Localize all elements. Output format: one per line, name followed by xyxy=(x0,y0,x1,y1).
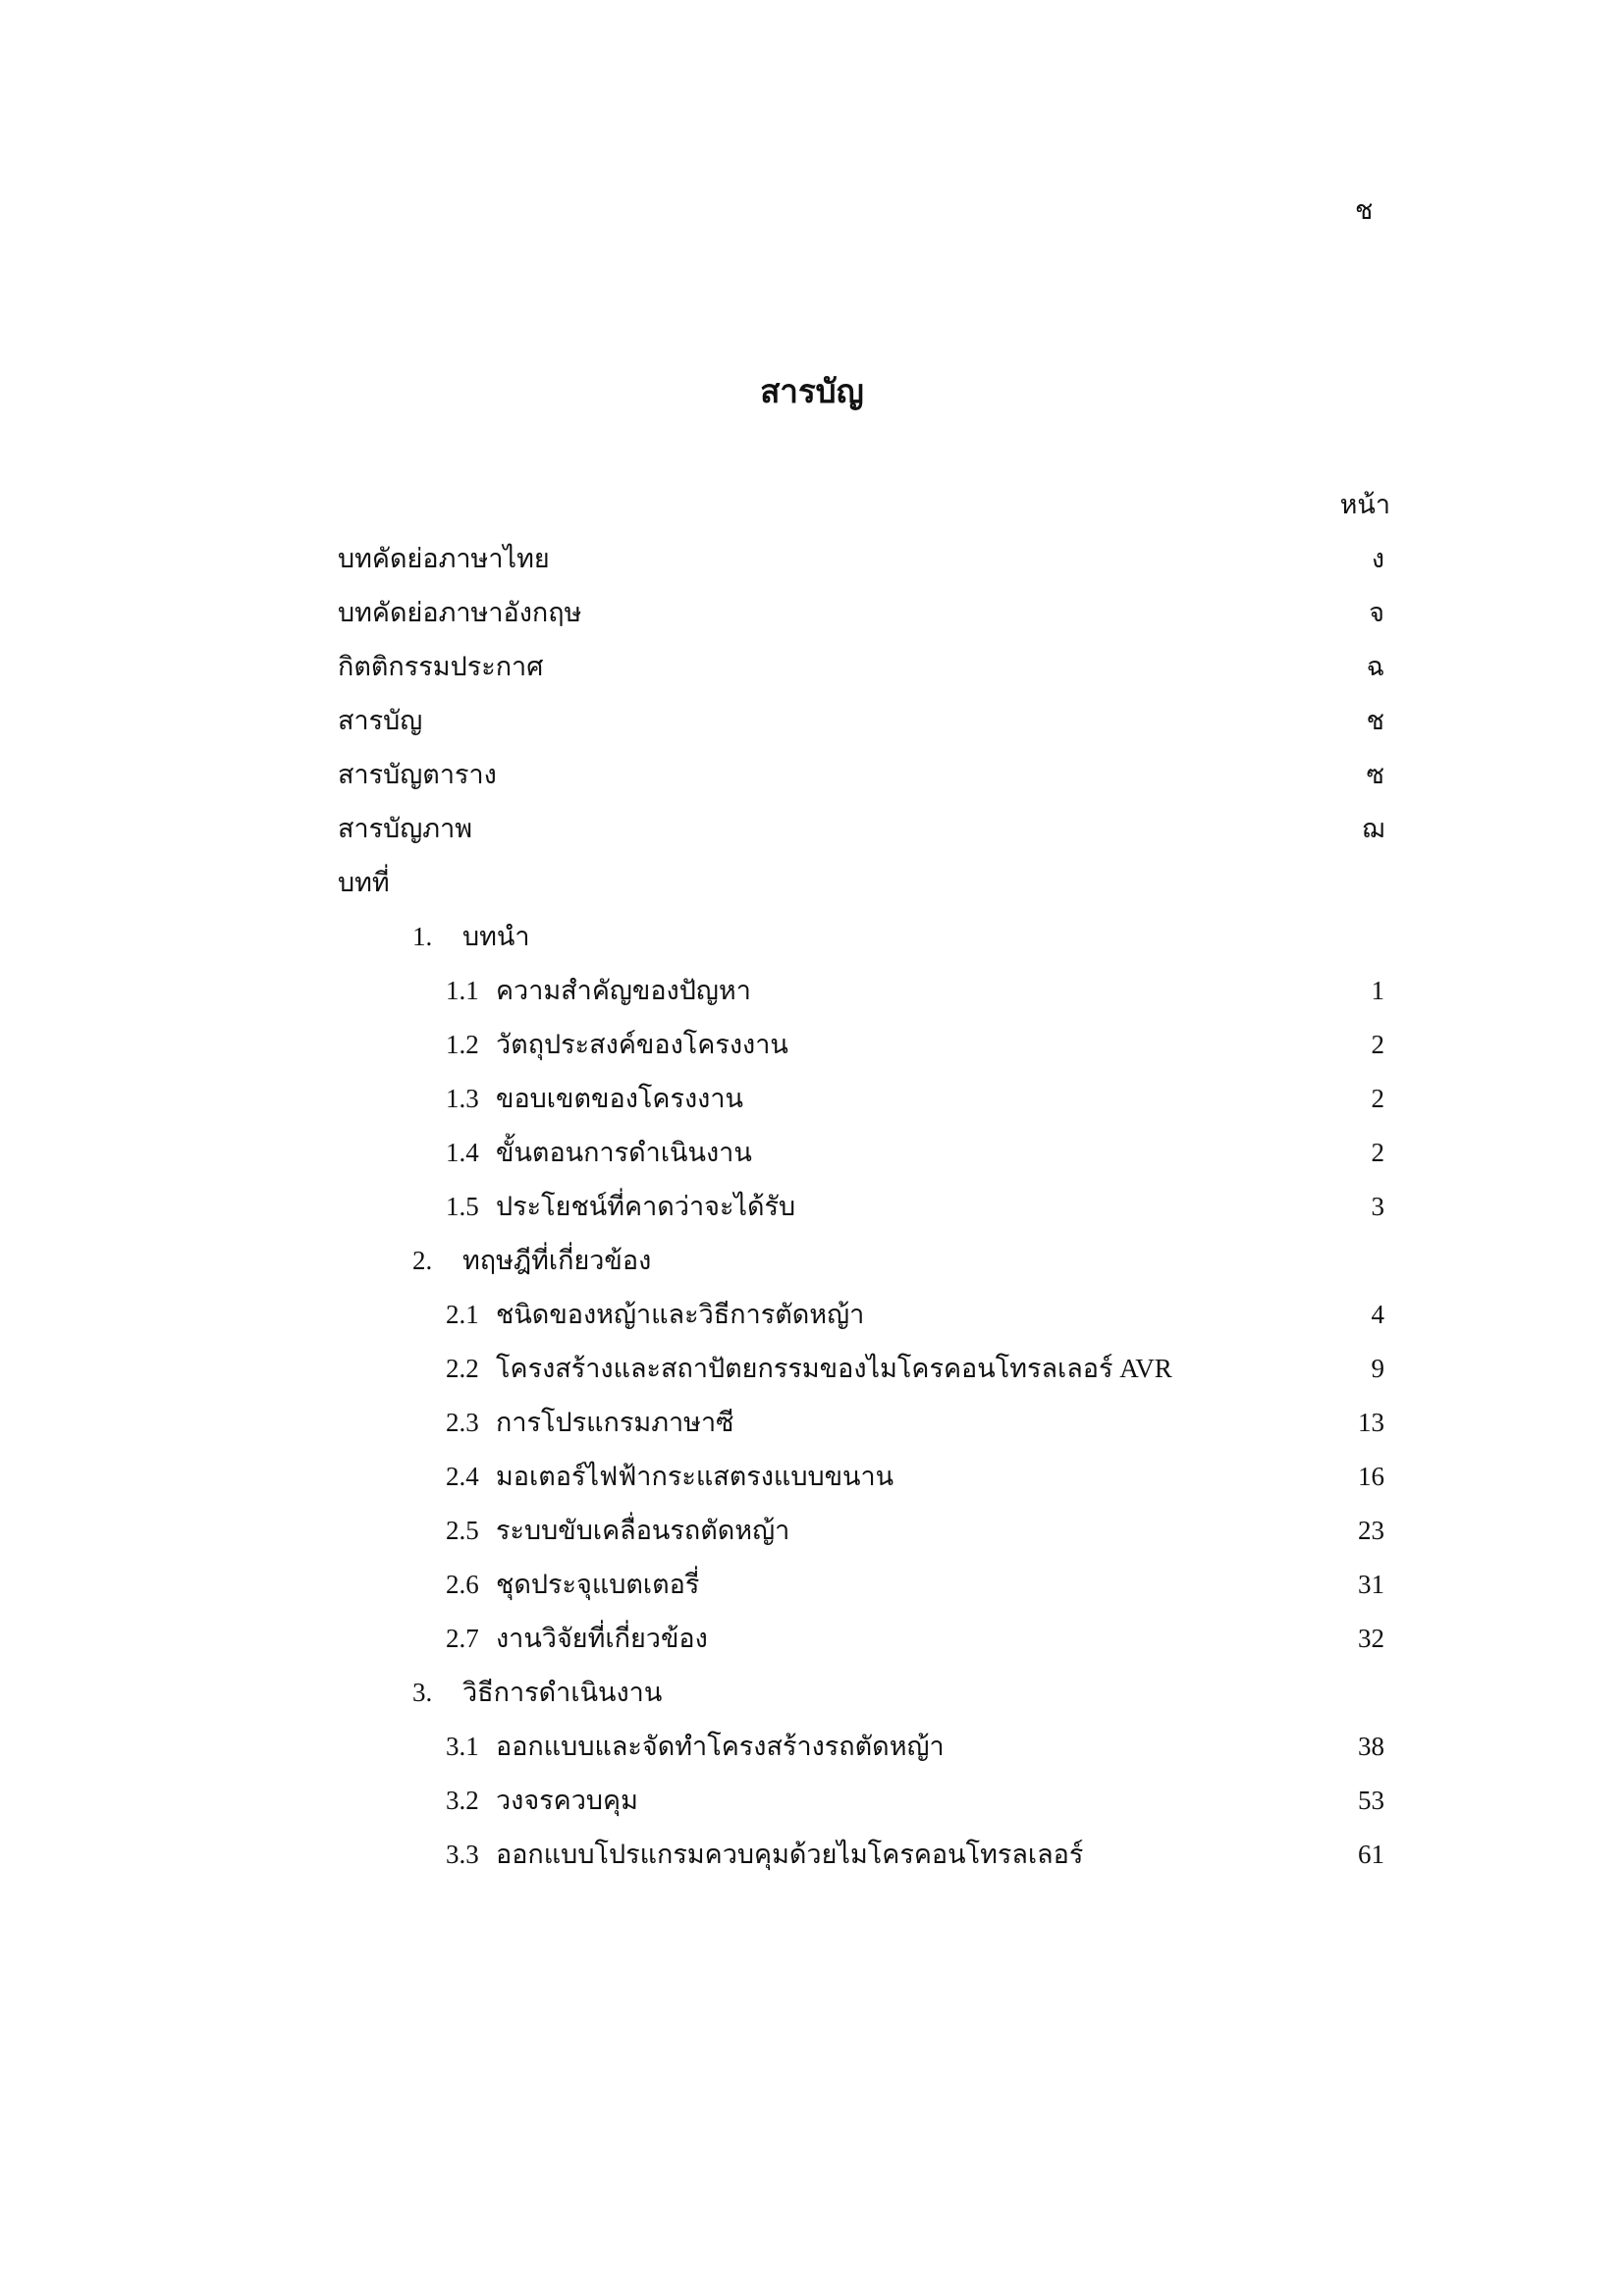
toc-entry-number: 2. xyxy=(412,1246,433,1275)
toc-entry-text: วิธีการดำเนินงาน xyxy=(462,1678,663,1707)
toc-entry-page: 31 xyxy=(1358,1570,1384,1599)
toc-entry xyxy=(0,1396,1624,1450)
toc-entry xyxy=(0,1126,1624,1180)
toc-entry-page: ช xyxy=(1366,706,1384,735)
toc-entry-text: สารบัญตาราง xyxy=(338,760,497,789)
toc-entry-label xyxy=(446,1828,1083,1882)
toc-entry xyxy=(0,1018,1624,1072)
table-of-contents xyxy=(0,478,1624,1882)
toc-entry-label xyxy=(446,1180,795,1234)
toc-entry-label xyxy=(446,1288,864,1342)
toc-entry-number: 2.1 xyxy=(446,1300,479,1329)
toc-entry xyxy=(0,1774,1624,1828)
toc-entry-text: ระบบขับเคลื่อนรถตัดหญ้า xyxy=(496,1516,790,1545)
toc-entry-page: 13 xyxy=(1358,1408,1384,1437)
toc-entry-page: 2 xyxy=(1371,1030,1384,1059)
toc-entry xyxy=(0,748,1624,802)
toc-entry-label xyxy=(338,586,581,640)
page-number: ช xyxy=(1355,195,1374,225)
toc-entry-number: 1.3 xyxy=(446,1084,479,1113)
toc-entry xyxy=(0,1288,1624,1342)
toc-entry-text: บทที่ xyxy=(338,868,390,897)
toc-entry xyxy=(0,802,1624,856)
toc-entry-label xyxy=(446,1126,752,1180)
toc-entry-text: งานวิจัยที่เกี่ยวข้อง xyxy=(496,1624,708,1653)
toc-entry-number: 1.4 xyxy=(446,1138,479,1167)
toc-entry-number: 2.6 xyxy=(446,1570,479,1599)
toc-entry xyxy=(0,1342,1624,1396)
toc-entry-text: ออกแบบโปรแกรมควบคุมด้วยไมโครคอนโทรลเลอร์ xyxy=(496,1840,1084,1869)
toc-entry-number: 1.5 xyxy=(446,1192,479,1221)
toc-entry xyxy=(0,1180,1624,1234)
toc-entry-label xyxy=(412,1234,651,1288)
page-column-header: หน้า xyxy=(1339,490,1390,519)
toc-entries xyxy=(0,532,1624,1882)
toc-entry-label xyxy=(338,748,497,802)
toc-entry-number: 3.1 xyxy=(446,1732,479,1761)
toc-entry-number: 2.4 xyxy=(446,1462,479,1491)
toc-entry xyxy=(0,856,1624,910)
toc-entry-label xyxy=(446,1612,708,1666)
toc-entry-number: 2.7 xyxy=(446,1624,479,1653)
toc-entry xyxy=(0,910,1624,964)
toc-entry-label xyxy=(338,640,543,694)
toc-entry-text: ขั้นตอนการดำเนินงาน xyxy=(496,1138,752,1167)
toc-entry-text: บทคัดย่อภาษาอังกฤษ xyxy=(338,598,582,627)
toc-entry-page: 23 xyxy=(1358,1516,1384,1545)
toc-entry-page: ฉ xyxy=(1366,652,1384,681)
toc-entry xyxy=(0,1234,1624,1288)
toc-entry-text: สารบัญภาพ xyxy=(338,814,473,843)
toc-entry-label xyxy=(412,1666,662,1720)
toc-entry-label xyxy=(338,802,472,856)
toc-entry-number: 3. xyxy=(412,1678,433,1707)
toc-entry xyxy=(0,640,1624,694)
toc-entry-text: บทคัดย่อภาษาไทย xyxy=(338,544,550,573)
toc-entry-number: 2.2 xyxy=(446,1354,479,1383)
toc-entry-page: 53 xyxy=(1358,1786,1384,1815)
toc-entry xyxy=(0,964,1624,1018)
toc-entry-page: 32 xyxy=(1358,1624,1384,1653)
toc-entry-text: ขอบเขตของโครงงาน xyxy=(496,1084,743,1113)
toc-entry-page: 4 xyxy=(1371,1300,1384,1329)
toc-entry-label xyxy=(338,532,550,586)
toc-entry xyxy=(0,1504,1624,1558)
toc-entry-label xyxy=(446,1018,788,1072)
toc-entry-page: 3 xyxy=(1371,1192,1384,1221)
toc-entry-label xyxy=(338,856,390,910)
toc-entry xyxy=(0,586,1624,640)
toc-entry-text: วัตถุประสงค์ของโครงงาน xyxy=(496,1030,788,1059)
toc-entry-number: 3.3 xyxy=(446,1840,479,1869)
toc-entry-number: 1. xyxy=(412,922,433,951)
toc-entry-label xyxy=(446,1450,893,1504)
toc-entry-label xyxy=(446,1720,945,1774)
toc-entry-label xyxy=(412,910,530,964)
toc-entry-number: 2.3 xyxy=(446,1408,479,1437)
toc-entry-label xyxy=(446,1558,699,1612)
toc-entry-number: 1.2 xyxy=(446,1030,479,1059)
toc-entry xyxy=(0,1612,1624,1666)
toc-entry-text: ความสำคัญของปัญหา xyxy=(496,976,751,1005)
toc-entry-page: ฌ xyxy=(1361,814,1384,843)
toc-entry-number: 1.1 xyxy=(446,976,479,1005)
toc-entry-page: 9 xyxy=(1371,1354,1384,1383)
toc-entry-label xyxy=(338,694,422,748)
toc-entry-label xyxy=(446,1342,1172,1396)
toc-entry xyxy=(0,1450,1624,1504)
toc-entry-number: 3.2 xyxy=(446,1786,479,1815)
toc-entry xyxy=(0,1720,1624,1774)
toc-entry-page: 1 xyxy=(1371,976,1384,1005)
toc-entry-text: วงจรควบคุม xyxy=(496,1786,638,1815)
toc-entry-text: ทฤษฎีที่เกี่ยวข้อง xyxy=(462,1246,652,1275)
toc-entry xyxy=(0,1666,1624,1720)
toc-entry xyxy=(0,1072,1624,1126)
toc-entry-page: จ xyxy=(1369,598,1384,627)
toc-entry-text: ชุดประจุแบตเตอรี่ xyxy=(496,1570,700,1599)
toc-entry-text: สารบัญ xyxy=(338,706,423,735)
toc-entry-label xyxy=(446,1774,638,1828)
toc-entry-page: 2 xyxy=(1371,1084,1384,1113)
toc-entry-text: ชนิดของหญ้าและวิธีการตัดหญ้า xyxy=(496,1300,865,1329)
toc-entry xyxy=(0,1828,1624,1882)
toc-entry-text: โครงสร้างและสถาปัตยกรรมของไมโครคอนโทรลเลอร์ AVR xyxy=(496,1354,1172,1383)
toc-entry-page: 2 xyxy=(1371,1138,1384,1167)
toc-entry-page: ซ xyxy=(1366,760,1384,789)
toc-entry-page: ง xyxy=(1371,544,1384,573)
toc-entry-label xyxy=(446,964,751,1018)
toc-entry-page: 16 xyxy=(1358,1462,1384,1491)
toc-title: สารบัญ xyxy=(760,375,864,410)
page-column-header-row xyxy=(0,478,1624,532)
toc-entry-label xyxy=(446,1072,743,1126)
toc-entry-text: บทนำ xyxy=(462,922,530,951)
toc-entry-text: ประโยชน์ที่คาดว่าจะได้รับ xyxy=(496,1192,796,1221)
toc-entry-text: ออกแบบและจัดทำโครงสร้างรถตัดหญ้า xyxy=(496,1732,945,1761)
toc-entry-page: 61 xyxy=(1358,1840,1384,1869)
toc-entry-page: 38 xyxy=(1358,1732,1384,1761)
toc-entry-text: มอเตอร์ไฟฟ้ากระแสตรงแบบขนาน xyxy=(496,1462,894,1491)
toc-entry xyxy=(0,694,1624,748)
toc-entry-text: การโปรแกรมภาษาซี xyxy=(496,1408,734,1437)
toc-entry xyxy=(0,1558,1624,1612)
toc-entry-label xyxy=(446,1504,789,1558)
toc-entry xyxy=(0,532,1624,586)
toc-entry-text: กิตติกรรมประกาศ xyxy=(338,652,544,681)
toc-entry-number: 2.5 xyxy=(446,1516,479,1545)
toc-entry-label xyxy=(446,1396,733,1450)
